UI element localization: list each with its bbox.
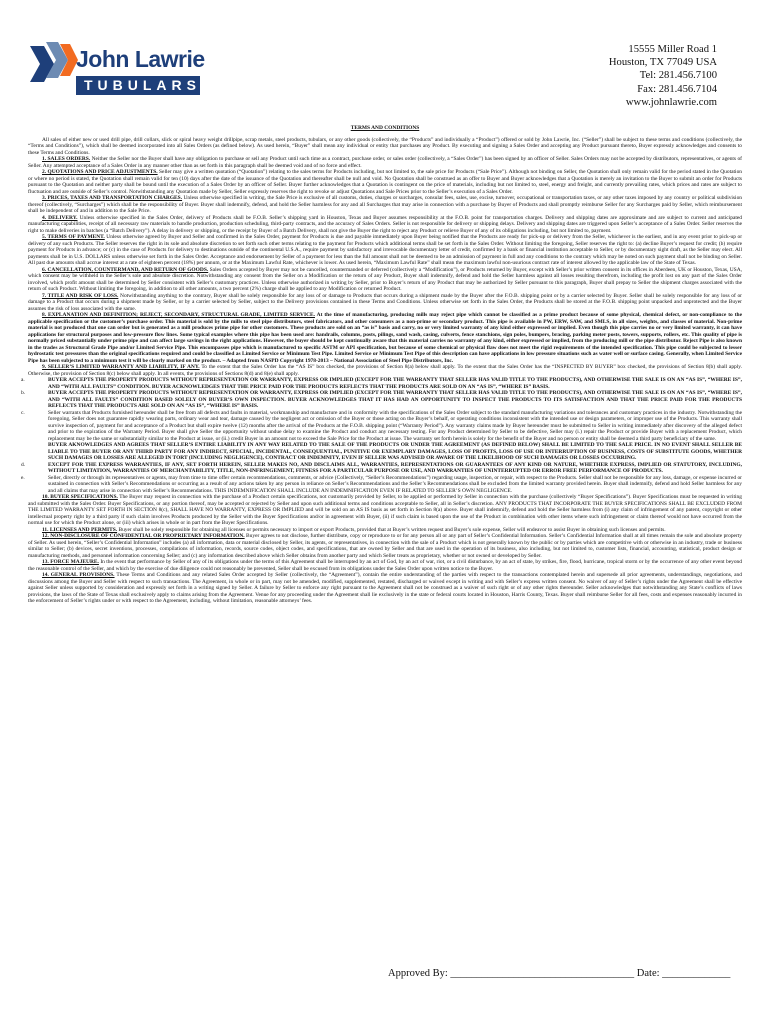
section-4: 4. DELIVERY. Unless otherwise specified in the Sales Order, delivery of Products shall be F.O.B. Seller’s shipping yard in Houston, Texas and Buyer assumes responsibility at the F.O.B. point for transportation charges. Delivery and shipping dates are approximate and are subject to current and anticipated manufacturing capabilities, receipt of all necessary raw materials to handle production, production scheduling, third-party contracts, and the accuracy of Sales Orders. Seller is not responsible for delivery or shipping delays. Delivery and shipping dates are triggered upon Seller’s acceptance of a Sales Order. Seller reserves the right to make deliveries in batches (a “Batch Delivery”). A delay in delivery or shipping, or the receipt by Buyer of a Batch Delivery, shall not give the Buyer the right to reject any Product or relieve Buyer of any of its obligations including, but not limited to, payment.: [28, 214, 742, 234]
approved-by-label: Approved By:: [388, 968, 448, 979]
section-2: 2. QUOTATIONS AND PRICE ADJUSTMENTS. Seller may give a written quotation (“Quotation”) relating to the sales terms for Products including, but not limited to, the sale price for Products (“Sale Price”). Although not binding on Seller, the Quotation shall only remain valid for the period stated in the Quotation or where no period is stated, the Quotation shall remain valid for ten (10) days after the date of the issuance of the Quotation and thereafter shall be null and void. No Quotation shall be construed as an offer to Buyer and Buyer acknowledges that a Quotation is merely an invitation to the Buyer to submit an order for Products pursuant to the Quotation and neither party shall be bound until the execution of a Sales Order by an officer of Seller. Buyer further acknowledges that a Quotation is contingent on the price of materials, including but not limited to, steel, energy and freight, and currently prevailing rates, which prices and rates are subject to fluctuation and are outside of Seller’s control. Notwithstanding any Quotation made by Seller, Seller expressly reserves the right to revoke or adjust Quotations and Sale Prices prior to the Seller’s execution of a Sales Order.: [28, 169, 743, 195]
section-13: 13. FORCE MAJEURE. In the event that performance by Seller of any of its obligations under the terms of this Agreement shall be interrupted by an act of God, by an act of war, riot, or a civil disturbance, by an act of state, by strikes, fire, flood, hurricane, tropical storm or by the occurrence of any other event beyond the reasonable control of the Seller, and which by the exercise of due diligence could not reasonably be prevented, Seller shall be excused from its obligations under the Sales Order upon written notice to the Buyer.: [28, 559, 742, 572]
address-fax: Fax: 281.456.7104: [637, 83, 717, 95]
address-city: Houston, TX 77049 USA: [608, 57, 717, 69]
section-9-e: e. Seller, directly or through its representatives or agents, may from time to time offer certain recommendations, comments, or advice (Collectively, “Seller’s Recommendations”) regarding usage, inspection, or repair, with respect to the Products. Seller shall not be responsible for any loss, damage, or expense incurred or sustained in connection with Seller’s Recommendations or occurring as a result of any actions taken by any person in reliance on Seller’s Recommendations and the Seller’s Recommendations shall be excluded from the limited warranty provided herein. Buyer shall indemnify, defend and hold Seller harmless for any and all claims that may arise in connection with Seller’s Recommendations. THIS INDEMNIFICATION SHALL INCLUDE AN INDEMNIFICATION EVEN IF RELATED TO SELLER’S OWN NEGLIGENCE.: [21, 474, 742, 494]
john-lawrie-logo-icon: [30, 42, 78, 82]
company-logo: [30, 40, 205, 110]
section-3: 3. PRICES, TAXES AND TRANSPORTATION CHARGES. Unless otherwise specified in writing, the Sale Price is exclusive of all customs, duties, charges or surcharges, consular fees, sales, use, excise, turnover, occupational or transportation taxes, or any other taxes imposed by any country or political subdivision thereof (collectively, “Surcharges”) which shall be the responsibility of Buyer. Buyer shall indemnify, defend, and hold the Seller harmless for any and all Surcharges that may arise in connection with a purchase by Buyer of Products and shall promptly reimburse Seller for any Surcharges paid by Seller, which reimbursement shall be independent of and in addition to the Sale Price.: [28, 195, 743, 214]
section-14: 14. GENERAL PROVISIONS. These Terms and Conditions and any related Sales Order accepted by Seller (collectively, the “Agreement”), contain the entire understanding of the parties with respect to the transactions contemplated herein and supersede all prior agreements, understandings, negotiations, and discussions among the Buyer and Seller with respect to such transactions. The Agreement, in whole or in part, may not be amended, modified, supplemented, restated, discharged or waived except in writing and with Seller’s express written consent. No waiver of any of Seller’s rights under the Agreement shall be effective against Seller unless supported by consideration and expressly set forth in a writing signed by Seller. A failure by Seller to enforce any right pursuant to the Agreement shall not be construed as a waiver of such right or of any other rights thereunder. Seller acknowledges that notwithstanding any State’s conflicts of laws provisions, the laws of the State of Texas shall exclusively apply to claims arising from the Agreement. Venue for any proceeding under the Agreement shall lie exclusively in the state or federal courts located in Houston, Harris County, Texas. Buyer shall reimburse Seller for all fees, costs and expenses reasonably incurred in the enforcement of Seller’s rights under or with respect to the Agreement, including, without limitation, reasonable attorneys’ fees.: [28, 572, 742, 604]
address-website: www.johnlawrie.com: [625, 96, 717, 108]
approved-by-signature-line[interactable]: ___________________________________: [450, 968, 635, 979]
section-9-c-liability: BUYER AKNOWLEDGES AND AGREES THAT SELLER’S ENTIRE LIABILITY IN ANY WAY RELATED TO THE SALE OF THE PRODUCTS OR UNDER THE AGREEMENT (AS DEFINED BELOW) SHALL BE LIMITED TO THE SALE PRICE. IN NO EVENT SHALL SELLER BE LIABLE TO THE BUYER OR ANY THIRD PARTY FOR ANY INDIRECT, SPECIAL, INCIDENTAL, CONSEQUENTIAL, PUNITIVE OR EXEMPLARY DAMAGES, LOSS OF PROFITS, LOSS OF USE OR INTERRUPTION OF BUSINESS, COSTS OF SUBSTITUTE GOODS, WHETHER SUCH DAMAGES OR LOSSES ARE ALLEGED IN TORT (INCLUDING NEGLIGENCE), CONTRACT OR INDEMNITY, EVEN IF SELLER WAS ADVISED OR AWARE OF THE LIKELIHOOD OF SUCH DAMAGES OR LOSSES OCCURRING.: [48, 442, 742, 461]
document-title: TERMS AND CONDITIONS: [350, 125, 420, 131]
section-11: 11. LICENSES AND PERMITS. Buyer shall be solely responsible for obtaining all licenses or permits necessary to import or export Products, provided that at Buyer’s written request and Buyer’s sole expense, Seller will endeavor to assist Buyer in obtaining such licenses and permits.: [42, 526, 666, 533]
date-signature-line[interactable]: _____________: [662, 968, 731, 979]
section-1: 1. SALES ORDERS. Neither the Seller nor the Buyer shall have any obligation to purchase or sell any Product until such time as a contract, purchase order, or sales order (collectively, a “Sales Order”) has been signed by an officer of Seller. Sales Orders may not be accepted by distributors, representatives, or agents of Seller. Any attempted acceptance of a Sales Order in any manner other than as set forth in this paragraph shall be deemed void and of no force and effect.: [28, 156, 742, 169]
section-7: 7. TITLE AND RISK OF LOSS. Notwithstanding anything to the contrary, Buyer shall be solely responsible for any loss of or damage to Products that occurs during a shipment made by the Buyer after the F.O.B. shipping point or by a carrier selected by Buyer. Seller shall be solely responsible for any loss of or damage to a Product that occurs during a shipment made by Seller, or by a carrier selected by Seller, subject to the Delivery provisions contained in these Terms and Conditions. Unless otherwise set forth in the Sales Order, the Products shall be stored at the F.O.B. shipping point unpacked and unprotected and the Buyer assumes the risk of loss associated with the same.: [28, 292, 742, 312]
logo-wordmark: John Lawrie: [76, 46, 205, 72]
terms-intro: All sales of either new or used drill pipe, drill collars, slick or spiral heavy weight drillpipe, scrap metals, steel products, tubulars, or any other goods (collectively, the “Products” and individually a “Product”) offered or sold by John Lawrie, Inc. (“Seller”) shall be subject to these terms and conditions (collectively, the “Terms and Conditions”), which shall be deemed incorporated into all Sales Orders (as defined below). As used herein, “Buyer” shall mean any individual or entity that purchases any Product. By executing and signing a Sales Order and accepting any Product pursuant thereto, Buyer expressly acknowledges and consents to these Terms and Conditions.: [28, 136, 742, 156]
approval-line: [388, 968, 730, 979]
section-9-c: c. Seller warrants that Products furnished hereunder shall be free from all defects and faults in material, workmanship and manufacture and in conformity with the specifications of the Sales Order subject to the standard manufacturing variations and tolerances and customary practices in the industry. Notwithstanding the foregoing, Seller does not guarantee rapidly wearing parts, ordinary wear and tear, damage caused by the negligent act or omission of the Buyer or those acting on the Buyer’s behalf, or operating conditions inconsistent with the intended use or design parameters, or improper use of the Products. This warranty shall survive inspection of, payment for and acceptance of a Product but shall expire twelve (12) months after the arrival of the Products at the F.O.B. shipping point (“Warranty Period”). Any warranty claims made by Buyer hereunder must be submitted to Seller in writing immediately after discovery of the alleged defect and prior to the expiration of the Warranty Period. Buyer shall give Seller the opportunity without undue delay to examine the Product and conduct any necessary testing. For any Product determined by Seller to be defective, Seller may (i.) repair the Product or provide Buyer with a replacement Product, which replacement may be the same or substantially similar to the Product at issue, or (ii.) credit Buyer in an amount not to exceed the Sale Price for the Product at issue. The warranty set forth herein is solely for the benefit of the Buyer and no person or entity shall be deemed a third party beneficiary of the same.: [21, 409, 742, 442]
address-tel: Tel: 281.456.7100: [639, 70, 717, 82]
logo-tubulars-bar: [76, 76, 200, 95]
section-6: 6. CANCELLATION, COUNTERMAND, AND RETURN OF GOODS. Sales Orders accepted by Buyer may not be cancelled, countermanded or deferred (collectively a “Modification”), or Products returned by Buyer, except with Seller’s prior written consent in its offices in Aberdeen, UK or Houston, Texas, USA, which consent may be withheld in the Seller’s sole and absolute discretion. Notwithstanding any consent from the Seller on a Modification or the return of any Product, Buyer shall indemnify, defend and hold the Seller harmless against all losses resulting therefrom, including the profit lost on any part of the Sales Order involved, which profit amount shall be determined by Seller consistent with Seller’s customary practices. Unless otherwise authorized in writing by Seller, prior to Buyer’s return of any Product that may be authorized by Seller pursuant to this paragraph, Buyer shall prepay to Seller the shipment charges associated with the return of such Product. Without limiting the foregoing, in addition to all other amounts, a two percent (2%) charge shall be applied to any Modification or returned Product.: [28, 266, 742, 292]
section-10: 10. BUYER SPECIFICATIONS. The Buyer may request in connection with the purchase of a Product certain specifications, not customarily provided by Seller, to be applied or performed by Seller in connection with the purchase (collectively “Buyer Specifications”). Buyer Specifications must be requested in writing and submitted with the Sales Order. Buyer Specifications, or any portion thereof, may be accepted or rejected by Seller and upon such additional terms and conditions acceptable to Seller, all in Seller’s discretion. ANY PRODUCTS THAT INCORPORATE THE BUYER SPECIFICATIONS SHALL BE EXCLUDED FROM THE LIMITED WARRANTY SET FORTH IN SECTION 8(c), SHALL HAVE NO WARRANTY, EXPRESS OR IMPLIED and will be sold on an AS IS basis as set forth in Section 8(a) above. Buyer shall indemnify, defend and hold the Seller harmless from (i) any claim of infringement of any patent, copyright or other intellectual property right by a third party if such claim involves Products produced by the Seller with the Buyer Specifications and/or in agreement with Buyer, (ii) if such claim is based upon the use of the Product in combination with other items where such infringement or claim thereof would not have occurred from the normal use for which the Product alone, or (iii) which arises in whole or in part from the Buyer Specifications.: [28, 494, 742, 526]
logo-tubulars-text: TUBULARS: [84, 77, 201, 93]
date-label: Date:: [636, 968, 660, 979]
section-9-b: b. BUYER ACCEPTS THE PROPERTY PRODUCTS WITHOUT REPRESENTATION OR WARRANTY, EXPRESS OR IMPLIED (EXCEPT FOR THE WARRANTY THAT SELLER HAS VALID TITLE TO THE PRODUCTS), AND OTHERWISE THE SALE IS ON AN “AS IS”, “WHERE IS”, AND “WITH ALL FAULTS” CONDITION BASED SOLELY ON BUYER’S OWN INSPECTION. BUYER ACKNOWLEDGES THAT IT HAS HAD AN OPPORTUNITY TO INSPECT THE PRODUCTS TO ITS SATISFACTION AND THAT THE PRICE PAID FOR THE PRODUCTS REFLECTS THAT THE PRODUCTS ARE SOLD ON AN “AS IS”, “WHERE IS” BASIS.: [21, 390, 742, 409]
section-9-a: a. BUYER ACCEPTS THE PROPERTY PRODUCTS WITHOUT REPRESENTATION OR WARRANTY, EXPRESS OR IMPLIED (EXCEPT FOR THE WARRANTY THAT SELLER HAS VALID TITLE TO THE PRODUCTS), AND OTHERWISE THE SALE IS ON AN “AS IS”, “WHERE IS”, AND “WITH ALL FAULTS” CONDITION. BUYER ACKNOWLEDGES THAT THE PRICE PAID FOR THE PRODUCTS REFLECTS THAT THE PRODUCTS ARE SOLD ON AN “AS IS”, “WHERE IS” BASIS.: [21, 377, 742, 390]
company-address: [609, 43, 717, 109]
section-5: 5. TERMS OF PAYMENT. Unless otherwise agreed by Buyer and Seller and confirmed in the Sales Order, payment for Products is due and payable immediately upon Buyer being notified that the Products are ready for pick-up or delivery from the Seller, whichever is the earliest, and in any event prior to pick-up or delivery of any such Products. The Seller reserves the right in its sole and absolute discretion to set forth such other terms relating to the payment for Products which additional terms shall be set forth in the Sales Order. Without limiting the foregoing, Seller reserves the right to: (a) decline Buyer’s request for credit; (b) require payment for Products in advance; or (c) in the case of Products for delivery to destinations outside of the continental U.S.A., require payment by satisfactory and irrevocable documentary letter of credit, confirmed by a bank or financial institution acceptable to Seller, or by documentary sight draft, as the Seller may elect. All payments shall be in U.S. DOLLARS unless otherwise set forth in the Sales Order. Acceptance and endorsement by Seller of a payment for less than the full amount shall not be deemed to be an admission of payment in full and any conditions to the contrary which may be noted on such payment shall not be binding on Seller. All past due amounts shall accrue interest at a rate of eighteen percent (18%) per annum, or at the Maximum Lawful Rate, whichever is lower. As used herein, “Maximum Lawful Rate” shall mean the maximum lawful non-usurious contract rate of interest allowed by the applicable law of the State of Texas.: [28, 234, 743, 266]
section-9: 9. SELLER’S LIMITED WARRANTY AND LIABILITY, IF ANY. To the extent that the Sales Order has the “AS IS” box checked, the provisions of Section 8(a) below shall apply. To the extent that the Sales Order has the “INSPECTED BY BUYER” box checked, the provisions of Section 8(b) shall apply. Otherwise, the provision of Section 8(c) below shall apply. In all events, the provisions of Sections 8(d) and 8(e) shall apply.: [28, 364, 742, 377]
section-9-d: d. EXCEPT FOR THE EXPRESS WARRANTIES, IF ANY, SET FORTH HEREIN, SELLER MAKES NO, AND DISCLAIMS ALL, WARRANTIES, REPRESENTATIONS OR GUARANTEES OF ANY KIND OR NATURE, WHETHER EXPRESS, IMPLIED OR STATUTORY, INCLUDING, WITHOUT LIMITATION, WARRANTIES OF MERCHANTABILITY, TITLE, NON-INFRINGEMENT, FITNESS FOR A PARTICULAR PURPOSE OR USE, AND WARRANTIES OF UNINTERRUPTED OR ERROR FREE PERFORMANCE OF PRODUCTS.: [21, 461, 742, 474]
terms-body: [21, 125, 743, 605]
section-12: 12. NON-DISCLOSURE OF CONFIDENTIAL OR PROPRIETARY INFORMATION. Buyer agrees to not disclose, further distribute, copy or reproduce to or for any person all or any part of Seller’s Confidential Information. Seller’s Confidential Information shall at all times remain the sole and absolute property of Seller. As used herein, “Seller’s Confidential Information” includes (a) all information, data or material disclosed by Seller, its agents, or representatives, in connection with the sale of a Product which is not generally known by the public or by parties which are competitive with or otherwise in an industry, trade or business similar to Seller; (b) devices, secret inventions, processes, compilations of information, records, source codes, object codes, and specifications, that are owned by Seller and that are used in the operation of its business, also including, but not limited to, customer lists, financial, accounting, statistical, product design or manufacturing methods, and personnel information concerning Seller; and (c) any information described above which Seller obtains from another party and which Seller treats as proprietary, whether or not owned or developed by Seller.: [28, 533, 742, 559]
address-street: 15555 Miller Road 1: [628, 44, 717, 55]
section-8: 8. EXPLANATION AND DEFINITION; REJECT, SECONDARY, STRUCTURAL GRADE, LIMITED SERVICE. At the time of manufacturing, producing mills may reject pipe which cannot be classified as a prime product because of some physical, chemical defect, or non-compliance to the applicable specification or the customer’s purchase order. This material is sold by the mills to steel pipe distributors, steel fabricators, and other consumers as a non-prime or secondary product. This pipe is available in PW, ERW, SAW, and SMLS, in all sizes, weights, and classes of material. Non-prime material is not produced that one can order but is generated as a mill produces prime pipe for other customers. These products are sold on an “as is” basis and carry, no or very limited warranty of any kind either expressed or implied. Even though this pipe carries no or very limited warranty, it can have applications for structural purposes and low-pressure flow lines. Some typical examples where this pipe has been used are: handrails, columns, posts, pilings, sand wash, casing, culverts, fence stanchions, sign poles, bumpers, bracing, parking meter posts, towers, supports, rollers, etc. This quality of pipe is normally priced substantially under prime pipe and can affect large savings in the right applications. However, the buyer should be kept continually aware that this material carries no warranty of any kind, either expressed or implied, from the producing mill or the pipe distributor. Reject Pipe is also known in the trades as Structural Grade Pipe and/or Limited Service Pipe. This encompasses pipe which is manufactured to specific ASTM or API specification, but because of some chemical or physical flaw does not meet the rigid requirements of the intended specification. This pipe could be subjected to lesser hydrostatic test pressures than the original specifications required and could be classified as Limited Service or Minimum Test Pipe. Limited Service or Minimum Test Pipe of this description can have applications in low pressure situations such as water well or surface casing. Generally, when Limited Service Pipe has been subjected to a minimum test it will be clearly marked on the product. – Adapted from NASPD Copyright 1978-2013 – National Association of Steel Pipe Distributors, Inc.: [28, 312, 742, 364]
